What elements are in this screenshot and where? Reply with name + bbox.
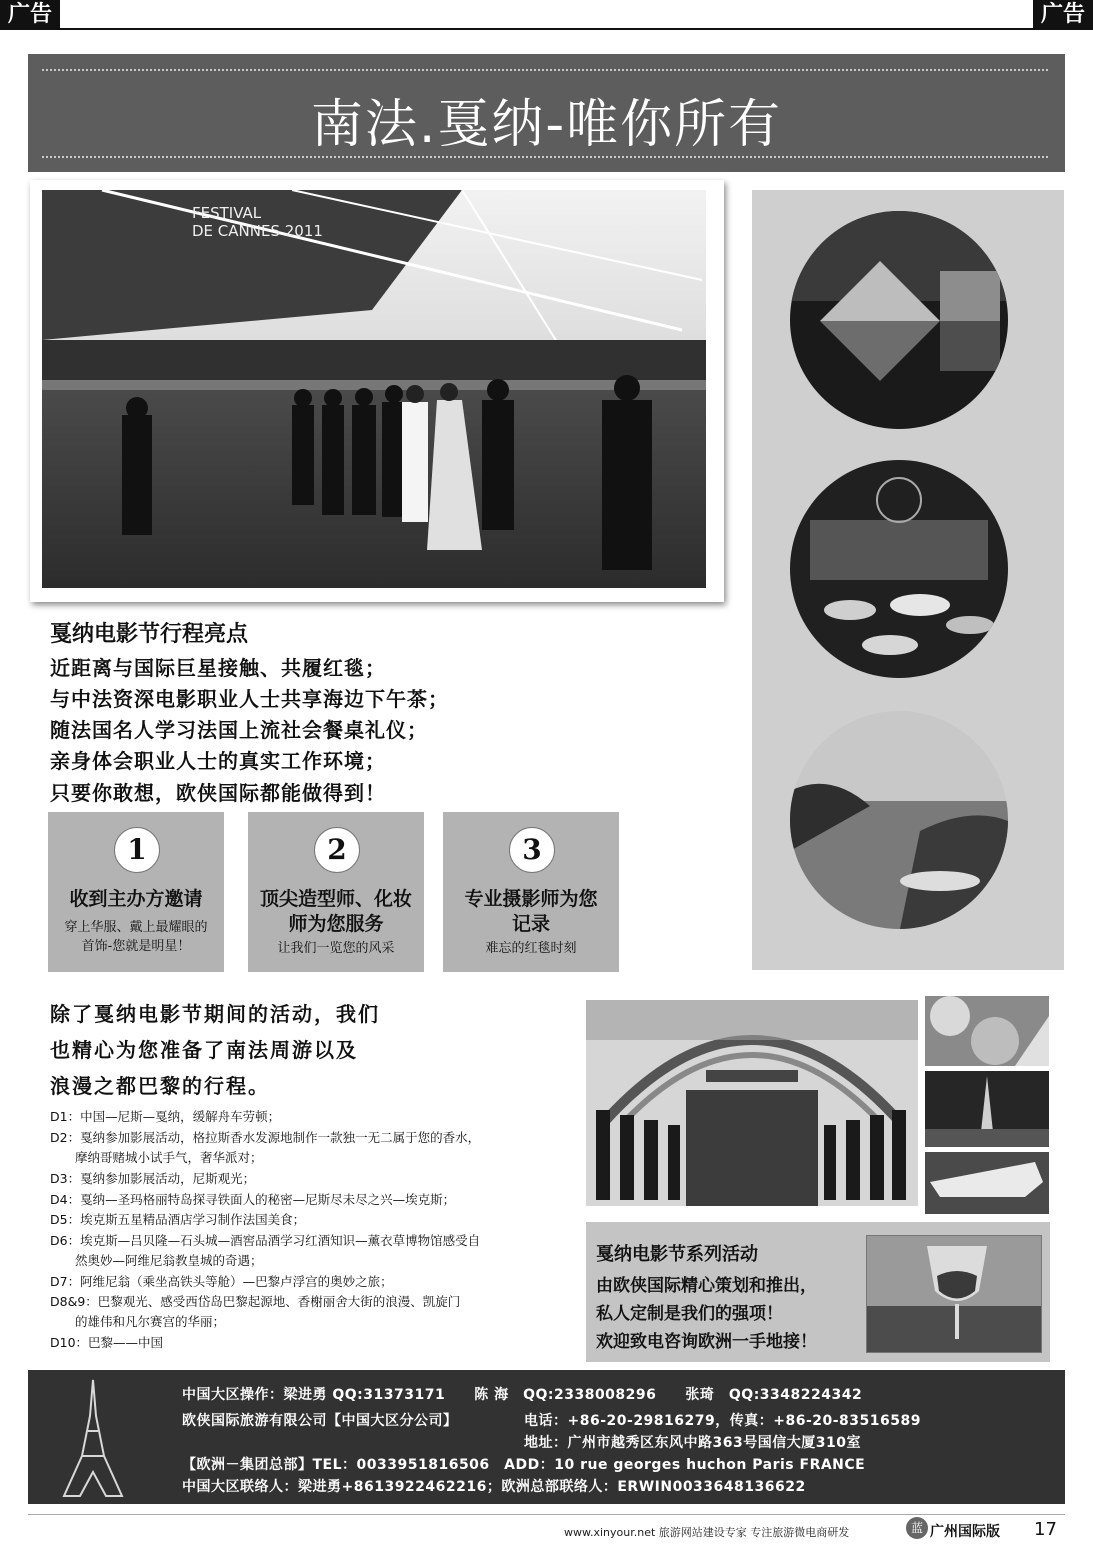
itinerary-day: D7：阿维尼翁（乘坐高铁头等舱）—巴黎卢浮宫的奥妙之旅； — [50, 1274, 393, 1289]
festival-sign-line1: FESTIVAL — [192, 204, 262, 222]
itinerary-day: D8&9：巴黎观光、感受西岱岛巴黎起源地、香榭丽舍大街的浪漫、凯旋门 — [50, 1294, 461, 1309]
promo-line: 由欧侠国际精心策划和推出， — [596, 1276, 817, 1296]
step-card-2 — [248, 812, 424, 972]
highlight-line: 亲身体会职业人士的真实工作环境； — [50, 749, 386, 773]
publisher-logo-icon: 蓝 — [906, 1517, 928, 1539]
promo-title: 戛纳电影节系列活动 — [596, 1244, 758, 1265]
itinerary-day: D3：戛纳参加影展活动，尼斯观光； — [50, 1171, 256, 1186]
contact-operators: 中国大区操作：梁进勇 QQ:31373171 陈 海 QQ:2338008296 张琦 QQ:3348224342 — [182, 1387, 863, 1403]
festival-stairs-photo — [586, 1000, 918, 1206]
step-card-3 — [443, 812, 619, 972]
eiffel-night-photo — [925, 1071, 1049, 1147]
page-number: 17 — [1034, 1519, 1057, 1540]
company-name: 欧侠国际旅游有限公司【中国大区分公司】 — [182, 1413, 458, 1429]
ad-label-left: 广告 — [0, 0, 60, 30]
itinerary-day: D10：巴黎——中国 — [50, 1335, 164, 1350]
step-subtitle: 让我们一览您的风采 — [277, 941, 395, 956]
riviera-coast-photo — [790, 711, 1008, 929]
intro-line: 也精心为您准备了南法周游以及 — [50, 1038, 358, 1062]
promo-line: 私人定制是我们的强项！ — [596, 1304, 783, 1324]
top-rule — [0, 28, 1093, 30]
itinerary-day: D2：戛纳参加影展活动，格拉斯香水发源地制作一款独一无二属于您的香水， — [50, 1130, 481, 1145]
step-title: 收到主办方邀请 — [69, 888, 203, 910]
highlight-line: 只要你敢想，欧侠国际都能做得到！ — [50, 781, 386, 805]
company-phone: 电话：+86-20-29816279，传真：+86-20-83516589 — [524, 1413, 921, 1429]
step-title: 顶尖造型师、化妆师为您服务 — [259, 888, 412, 935]
intro-line: 浪漫之都巴黎的行程。 — [50, 1074, 270, 1098]
edition-name: 广州国际版 — [930, 1524, 1000, 1540]
step-title: 专业摄影师为您记录 — [464, 888, 598, 935]
itinerary-day: 的雄伟和凡尔赛宫的华丽； — [50, 1314, 226, 1329]
yacht-photo — [925, 1152, 1049, 1214]
liaison-contacts: 中国大区联络人：梁进勇+8613922462216；欧洲总部联络人：ERWIN0033648136622 — [182, 1479, 806, 1495]
intro-line: 除了戛纳电影节期间的活动，我们 — [50, 1002, 380, 1026]
gala-dinner-photo — [790, 460, 1008, 678]
step-number: 2 — [314, 827, 360, 873]
fans-shell-photo — [925, 996, 1049, 1066]
step-number: 1 — [114, 827, 160, 873]
promo-line: 欢迎致电咨询欧洲一手地接！ — [596, 1332, 817, 1352]
step-subtitle: 穿上华服、戴上最耀眼的首饰-您就是明星！ — [64, 920, 208, 954]
itinerary-day: 然奥妙—阿维尼翁教皇城的奇遇； — [50, 1253, 263, 1268]
festival-sign-line2: DE CANNES 2011 — [192, 222, 323, 240]
itinerary-day: D6：埃克斯—吕贝隆—石头城—酒窖品酒学习红酒知识—薰衣草博物馆感受自 — [50, 1233, 481, 1248]
louvre-photo — [790, 211, 1008, 429]
red-carpet-photo — [42, 190, 706, 588]
highlight-line: 随法国名人学习法国上流社会餐桌礼仪； — [50, 718, 428, 742]
itinerary-day: D1：中国—尼斯—戛纳，缓解舟车劳顿； — [50, 1109, 281, 1124]
step-subtitle: 难忘的红毯时刻 — [485, 941, 577, 956]
highlight-line: 与中法资深电影职业人士共享海边下午茶； — [50, 687, 449, 711]
step-number: 3 — [509, 827, 555, 873]
itinerary-day: D4：戛纳—圣玛格丽特岛探寻铁面人的秘密—尼斯尽未尽之兴—埃克斯； — [50, 1192, 456, 1207]
itinerary-day: D5：埃克斯五星精品酒店学习制作法国美食； — [50, 1212, 306, 1227]
highlight-line: 近距离与国际巨星接触、共履红毯； — [50, 656, 386, 680]
page-title: 南法.戛纳-唯你所有 — [310, 95, 783, 155]
europe-hq: 【欧洲－集团总部】TEL：0033951816506 ADD：10 rue georges huchon Paris FRANCE — [182, 1457, 866, 1473]
highlights-heading: 戛纳电影节行程亮点 — [50, 621, 249, 647]
wine-glass-photo — [866, 1235, 1042, 1353]
eiffel-tower-icon — [52, 1376, 134, 1500]
banner-dotted-rule-top — [42, 69, 1048, 71]
itinerary-day: 摩纳哥赌城小试手气，奢华派对； — [50, 1150, 263, 1165]
company-address: 地址：广州市越秀区东风中路363号国信大厦310室 — [524, 1435, 861, 1451]
footer-rule — [28, 1514, 1065, 1515]
footer-website[interactable]: www.xinyour.net 旅游网站建设专家 专注旅游微电商研发 — [564, 1526, 850, 1539]
step-card-1 — [48, 812, 224, 972]
ad-label-right: 广告 — [1033, 0, 1093, 30]
